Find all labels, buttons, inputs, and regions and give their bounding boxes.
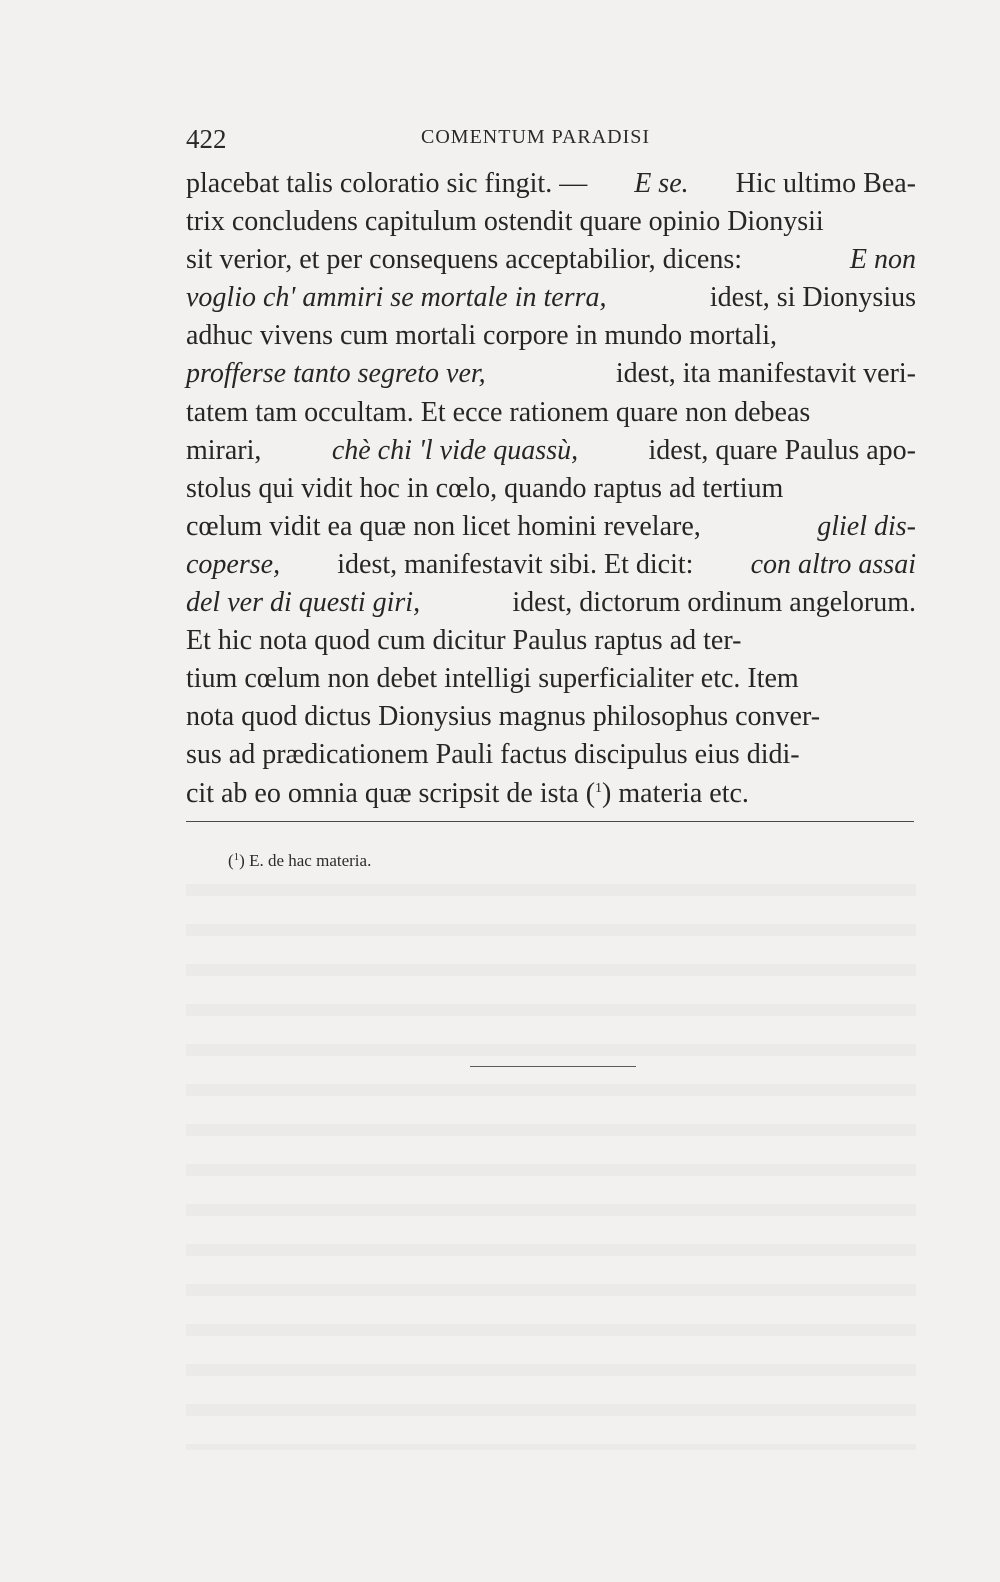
footnote: ($^1$) E. de hac materia.: [228, 851, 372, 870]
text-line: [186, 473, 916, 511]
italic-quote: coperse,: [186, 548, 281, 580]
footnote-reference: 1: [595, 780, 603, 796]
text-line: [186, 435, 916, 473]
italic-quote: con altro assai: [750, 548, 916, 580]
end-rule: [470, 1066, 636, 1067]
text-line: [186, 587, 916, 625]
footnote-rule: [186, 821, 914, 822]
text-segment: trix concludens capitulum ostendit quare opinio Dionysii: [186, 206, 824, 238]
text-line: [186, 168, 916, 206]
italic-quote: gliel dis-: [817, 510, 916, 542]
text-segment: idest, ita manifestavit veri-: [615, 358, 916, 390]
text-segment: mirari,: [186, 434, 262, 466]
text-line: [186, 244, 916, 282]
text-line: [186, 206, 916, 244]
italic-quote: chè chi 'l vide quassù,: [331, 434, 579, 466]
text-segment: [186, 778, 749, 810]
text-segment: Et hic nota quod cum dicitur Paulus raptus ad ter-: [186, 625, 742, 657]
page-number: 422: [186, 124, 227, 154]
text-line: [186, 320, 916, 358]
text-segment: Hic ultimo Bea-: [735, 168, 916, 199]
text-segment: sit verior, et per consequens acceptabilior, dicens:: [186, 244, 742, 276]
text-segment: idest, manifestavit sibi. Et dicit:: [337, 548, 694, 580]
show-through-text: [186, 870, 916, 1450]
text-segment: ) materia etc.: [602, 777, 749, 809]
text-line: [186, 663, 916, 701]
text-line: [186, 739, 916, 777]
text-segment: cit ab eo omnia quæ scripsit de ista (: [186, 777, 596, 809]
text-line: [186, 511, 916, 549]
text-segment: adhuc vivens cum mortali corpore in mundo mortali,: [186, 320, 777, 352]
italic-quote: E se.: [634, 168, 689, 199]
text-segment: nota quod dictus Dionysius magnus philosophus conver-: [186, 701, 821, 733]
text-segment: tatem tam occultam. Et ecce rationem quare non debeas: [186, 396, 811, 428]
footnote-marker: 1: [233, 851, 240, 863]
italic-quote: del ver di questi giri,: [186, 587, 421, 619]
text-segment: idest, dictorum ordinum angelorum.: [512, 587, 916, 619]
body-text: [186, 168, 916, 816]
italic-quote: profferse tanto segreto ver,: [186, 358, 486, 390]
italic-quote: voglio ch' ammiri se mortale in terra,: [186, 282, 607, 314]
text-segment: placebat talis coloratio sic fingit. —: [186, 168, 588, 199]
text-line: [186, 358, 916, 396]
text-line: [186, 625, 916, 663]
text-line: [186, 778, 916, 816]
text-segment: idest, si Dionysius: [709, 282, 916, 314]
text-segment: sus ad prædicationem Pauli factus discipulus eius didi-: [186, 739, 800, 771]
text-line: [186, 701, 916, 739]
text-line: [186, 397, 916, 435]
running-head: [186, 118, 916, 158]
text-line: [186, 549, 916, 587]
italic-quote: E non: [849, 244, 916, 276]
footnote-text: ) E. de hac materia.: [239, 851, 372, 870]
running-title: COMENTUM PARADISI: [421, 126, 651, 148]
text-line: [186, 282, 916, 320]
text-segment: tium cœlum non debet intelligi superficialiter etc. Item: [186, 663, 799, 695]
text-segment: idest, quare Paulus apo-: [648, 434, 916, 466]
text-segment: cœlum vidit ea quæ non licet homini revelare,: [186, 510, 701, 542]
text-segment: stolus qui vidit hoc in cœlo, quando raptus ad tertium: [186, 472, 784, 504]
